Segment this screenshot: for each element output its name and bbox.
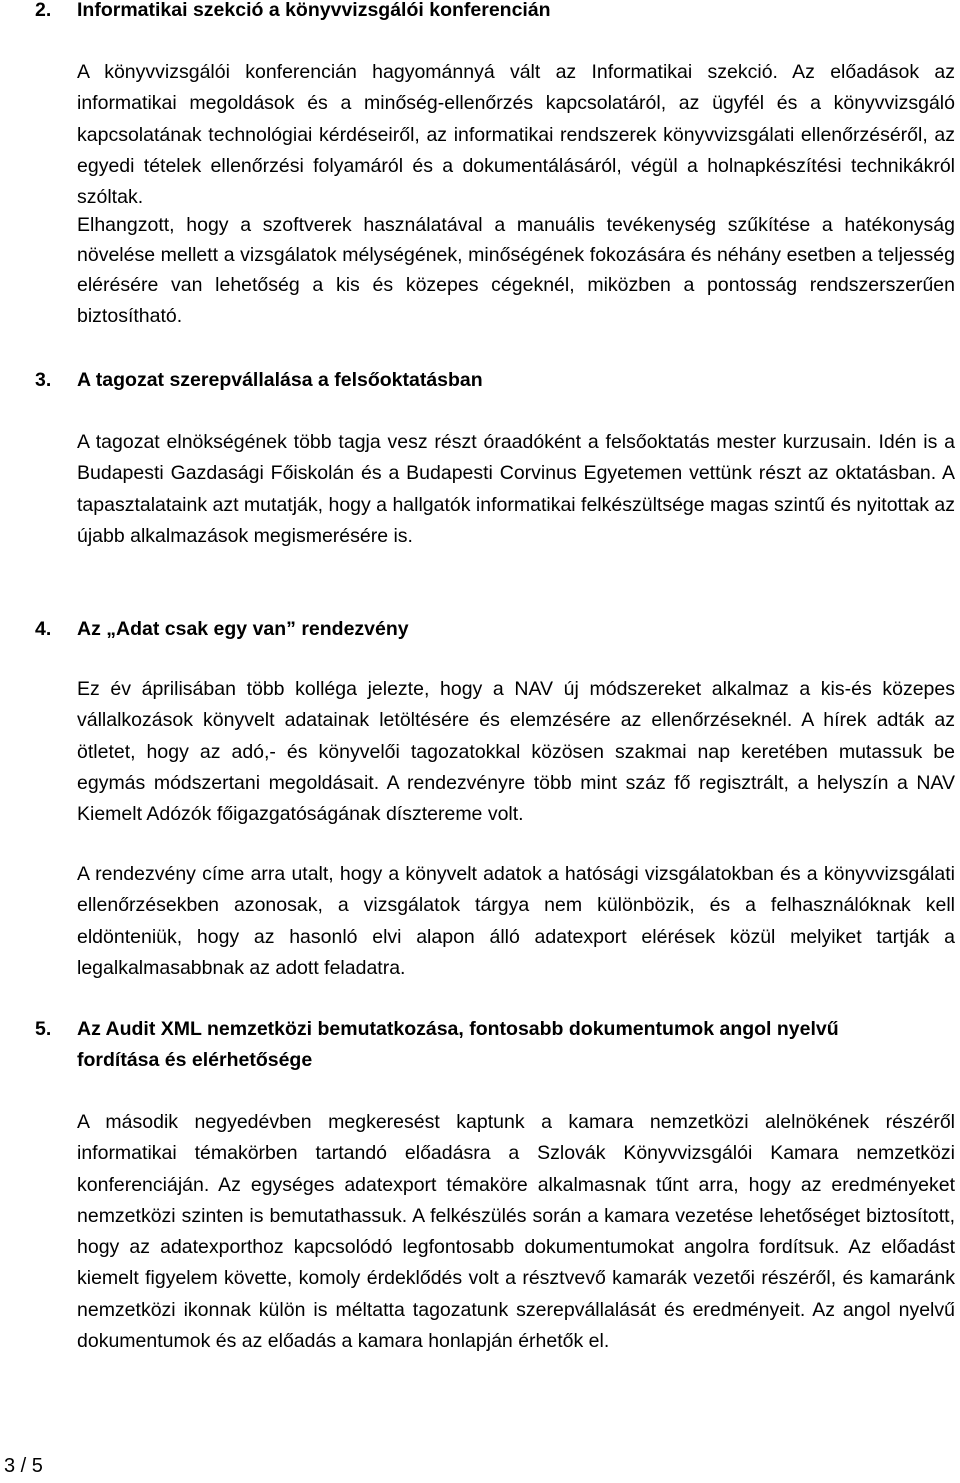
paragraph: A második negyedévben megkeresést kaptunk a kamara nemzetközi alelnökének részéről informatikai témakörben tartandó előadásra a Szlovák Könyvvizsgálói Kamara nemzetközi konferenciáján. Az egységes adatexport témaköre alkalmasnak tűnt arra, hogy az eredményeket nemzetközi szinten is bemutathassuk. A felkészülés során a kamara vezetése lehetőséget biztosított, hogy az adatexporthoz kapcsolódó legfontosabb dokumentumokat angolra fordítsuk. Az előadást kiemelt figyelem követte, komoly érdeklődés volt a résztvevő kamarák vezetői részéről, és kamaránk nemzetközi ikonnak külön is méltatta tagozatunk szerepvállalását és eredményeit. Az angol nyelvű dokumentumok és az előadás a kamara honlapján érhetők el. <box>77 1111 955 1353</box>
section-number: 2. <box>35 0 52 21</box>
section-number: 3. <box>35 369 52 391</box>
section-number: 4. <box>35 618 52 640</box>
section-title: A tagozat szerepvállalása a felsőoktatásban <box>77 369 483 391</box>
paragraph: Ez év áprilisában több kolléga jelezte, hogy a NAV új módszereket alkalmaz a kis-és közepes vállalkozások könyvelt adatainak letöltésére és elemzésére az ellenőrzéseknél. A hírek adták az ötletet, hogy az adó,- és könyvelői tagozatokkal közösen szakmai nap keretében mutassuk be egymás módszertani megoldásait. A rendezvényre több mint száz fő regisztrált, a helyszín a NAV Kiemelt Adózók főigazgatóságának dísztereme volt. <box>77 678 955 826</box>
paragraph: A könyvvizsgálói konferencián hagyománnyá vált az Informatikai szekció. Az előadások az informatikai megoldások és a minőség-ellenőrzés kapcsolatáról, az ügyfél és a könyvvizsgáló kapcsolatának technológiai kérdéseiről, az informatikai rendszerek könyvvizsgálati ellenőrzéséről, az egyedi tételek ellenőrzési folyamáról és a dokumentálásáról, végül a holnapkészítési technikákról szóltak. <box>77 61 955 209</box>
paragraph: Elhangzott, hogy a szoftverek használatával a manuális tevékenység szűkítése a hatékonyság növelése mellett a vizsgálatok mélységének, minőségének fokozására és néhány esetben a teljesség elérésére van lehetőség a kis és közepes cégeknél, miközben a pontosság rendszerszerűen biztosítható. <box>77 214 955 327</box>
section-title: Az „Adat csak egy van” rendezvény <box>77 618 409 640</box>
section-title: Informatikai szekció a könyvvizsgálói konferencián <box>77 0 551 21</box>
page-number: 3 / 5 <box>4 1455 43 1477</box>
paragraph: A tagozat elnökségének több tagja vesz részt óraadóként a felsőoktatás mester kurzusain. Idén is a Budapesti Gazdasági Főiskolán és a Budapesti Corvinus Egyetemen vettünk részt az oktatásban. A tapasztalataink azt mutatják, hogy a hallgatók informatikai felkészültsége magas szintű és nyitottak az újabb alkalmazások megismerésére is. <box>77 431 955 547</box>
paragraph: A rendezvény címe arra utalt, hogy a könyvelt adatok a hatósági vizsgálatokban és a könyvvizsgálati ellenőrzésekben azonosak, a vizsgálatok tárgya nem különbözik, és a felhasználóknak kell eldönteniük, hogy az hasonló elvi alapon álló adatexport elérések közül melyiket tartják a legalkalmasabbnak az adott feladatra. <box>77 863 955 979</box>
section-number: 5. <box>35 1018 52 1040</box>
section-title: Az Audit XML nemzetközi bemutatkozása, fontosabb dokumentumok angol nyelvű fordítása és elérhetősége <box>77 1018 839 1071</box>
